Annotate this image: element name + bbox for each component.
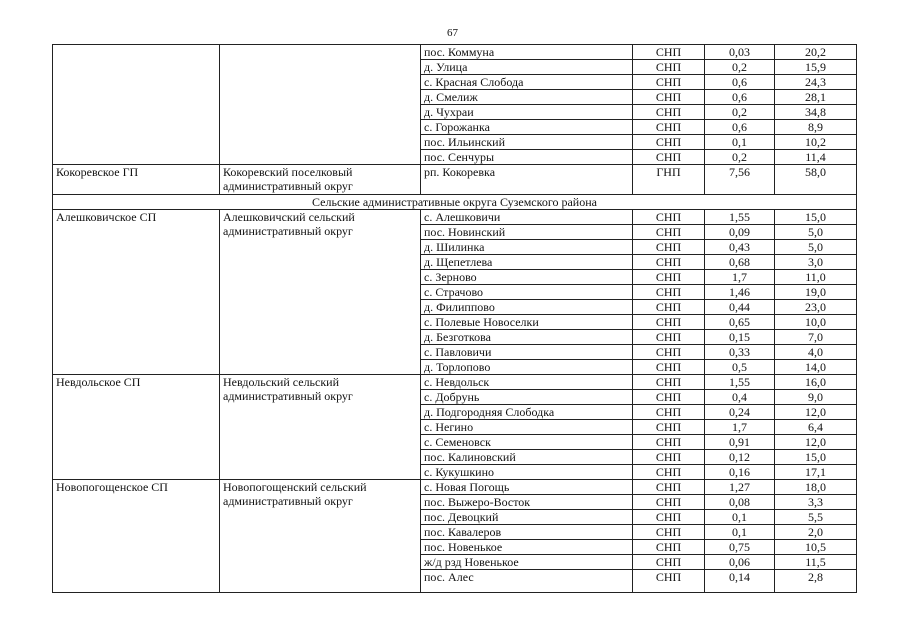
value-cell-2: 10,5: [775, 540, 857, 555]
settlement-name-cell: д. Филиппово: [421, 300, 633, 315]
admin-unit-cell: Алешковичский сельский административный округ: [220, 210, 421, 375]
settlement-type-cell: СНП: [633, 375, 705, 390]
value-cell-1: 0,6: [705, 90, 775, 105]
value-cell-1: 0,16: [705, 465, 775, 480]
settlement-type-cell: СНП: [633, 285, 705, 300]
settlement-type-cell: СНП: [633, 120, 705, 135]
settlement-name-cell: с. Семеновск: [421, 435, 633, 450]
settlement-name-cell: д. Щепетлева: [421, 255, 633, 270]
settlement-name-cell: д. Шилинка: [421, 240, 633, 255]
value-cell-1: 0,75: [705, 540, 775, 555]
settlement-name-cell: с. Полевые Новоселки: [421, 315, 633, 330]
table-row: [53, 480, 857, 495]
admin-unit-cell: Невдольский сельский административный округ: [220, 375, 421, 480]
value-cell-1: 0,4: [705, 390, 775, 405]
settlement-name-cell: с. Павловичи: [421, 345, 633, 360]
value-cell-1: 0,1: [705, 510, 775, 525]
settlement-type-cell: СНП: [633, 525, 705, 540]
settlement-name-cell: д. Смелиж: [421, 90, 633, 105]
value-cell-1: 0,91: [705, 435, 775, 450]
settlement-name-cell: с. Алешковичи: [421, 210, 633, 225]
value-cell-1: 1,7: [705, 270, 775, 285]
settlement-type-cell: СНП: [633, 45, 705, 60]
value-cell-2: 11,0: [775, 270, 857, 285]
settlement-type-cell: СНП: [633, 105, 705, 120]
value-cell-1: 0,06: [705, 555, 775, 570]
settlement-type-cell: СНП: [633, 60, 705, 75]
value-cell-1: 0,24: [705, 405, 775, 420]
settlement-name-cell: с. Страчово: [421, 285, 633, 300]
municipality-cell: Алешковичское СП: [53, 210, 220, 375]
value-cell-1: 1,27: [705, 480, 775, 495]
settlement-type-cell: СНП: [633, 270, 705, 285]
settlement-type-cell: СНП: [633, 495, 705, 510]
value-cell-1: 1,55: [705, 375, 775, 390]
settlement-type-cell: СНП: [633, 315, 705, 330]
settlement-name-cell: пос. Кавалеров: [421, 525, 633, 540]
table-row: [53, 165, 857, 195]
settlement-name-cell: д. Безготкова: [421, 330, 633, 345]
settlement-name-cell: с. Невдольск: [421, 375, 633, 390]
value-cell-2: 11,5: [775, 555, 857, 570]
settlement-name-cell: д. Торлопово: [421, 360, 633, 375]
value-cell-2: 9,0: [775, 390, 857, 405]
section-heading-row: [53, 195, 857, 210]
value-cell-1: 0,5: [705, 360, 775, 375]
value-cell-2: 16,0: [775, 375, 857, 390]
municipality-cell: Кокоревское ГП: [53, 165, 220, 195]
settlement-type-cell: СНП: [633, 360, 705, 375]
settlement-name-cell: пос. Девоцкий: [421, 510, 633, 525]
value-cell-1: 1,7: [705, 420, 775, 435]
value-cell-2: 8,9: [775, 120, 857, 135]
settlement-name-cell: ж/д рзд Новенькое: [421, 555, 633, 570]
value-cell-1: 0,33: [705, 345, 775, 360]
settlement-type-cell: СНП: [633, 240, 705, 255]
value-cell-2: 2,8: [775, 570, 857, 593]
settlement-name-cell: д. Чухраи: [421, 105, 633, 120]
value-cell-2: 5,5: [775, 510, 857, 525]
value-cell-2: 12,0: [775, 405, 857, 420]
value-cell-2: 20,2: [775, 45, 857, 60]
settlement-type-cell: СНП: [633, 210, 705, 225]
value-cell-1: 0,6: [705, 120, 775, 135]
value-cell-2: 24,3: [775, 75, 857, 90]
settlement-type-cell: СНП: [633, 480, 705, 495]
settlement-type-cell: СНП: [633, 420, 705, 435]
settlement-type-cell: СНП: [633, 75, 705, 90]
settlement-type-cell: СНП: [633, 405, 705, 420]
settlement-name-cell: пос. Сенчуры: [421, 150, 633, 165]
settlement-type-cell: ГНП: [633, 165, 705, 195]
value-cell-2: 23,0: [775, 300, 857, 315]
settlement-name-cell: пос. Выжеро-Восток: [421, 495, 633, 510]
settlement-name-cell: пос. Ильинский: [421, 135, 633, 150]
settlement-name-cell: д. Подгородняя Слободка: [421, 405, 633, 420]
settlement-type-cell: СНП: [633, 540, 705, 555]
value-cell-1: 0,68: [705, 255, 775, 270]
value-cell-2: 19,0: [775, 285, 857, 300]
settlement-type-cell: СНП: [633, 510, 705, 525]
settlement-name-cell: с. Новая Погощь: [421, 480, 633, 495]
settlement-name-cell: с. Добрунь: [421, 390, 633, 405]
value-cell-2: 3,3: [775, 495, 857, 510]
value-cell-1: 0,1: [705, 525, 775, 540]
value-cell-1: 0,09: [705, 225, 775, 240]
value-cell-2: 15,0: [775, 210, 857, 225]
value-cell-2: 5,0: [775, 225, 857, 240]
value-cell-1: 0,08: [705, 495, 775, 510]
value-cell-2: 2,0: [775, 525, 857, 540]
settlement-type-cell: СНП: [633, 465, 705, 480]
value-cell-2: 10,2: [775, 135, 857, 150]
value-cell-1: 0,6: [705, 75, 775, 90]
settlement-type-cell: СНП: [633, 330, 705, 345]
value-cell-1: 0,12: [705, 450, 775, 465]
settlement-name-cell: пос. Алес: [421, 570, 633, 593]
value-cell-2: 15,9: [775, 60, 857, 75]
admin-unit-cell: Новопогощенский сельский административный округ: [220, 480, 421, 593]
value-cell-2: 10,0: [775, 315, 857, 330]
settlement-name-cell: пос. Новенькое: [421, 540, 633, 555]
settlement-type-cell: СНП: [633, 255, 705, 270]
settlement-name-cell: пос. Калиновский: [421, 450, 633, 465]
settlement-type-cell: СНП: [633, 300, 705, 315]
settlement-name-cell: с. Кукушкино: [421, 465, 633, 480]
value-cell-2: 6,4: [775, 420, 857, 435]
settlement-type-cell: СНП: [633, 570, 705, 593]
value-cell-1: 0,1: [705, 135, 775, 150]
settlement-name-cell: рп. Кокоревка: [421, 165, 633, 195]
value-cell-1: 0,44: [705, 300, 775, 315]
settlements-table: [52, 44, 857, 593]
settlement-type-cell: СНП: [633, 345, 705, 360]
settlement-name-cell: пос. Новинский: [421, 225, 633, 240]
table-row: [53, 45, 857, 60]
value-cell-1: 1,55: [705, 210, 775, 225]
value-cell-2: 12,0: [775, 435, 857, 450]
value-cell-2: 14,0: [775, 360, 857, 375]
value-cell-2: 18,0: [775, 480, 857, 495]
admin-unit-cell: [220, 45, 421, 165]
settlement-name-cell: с. Красная Слобода: [421, 75, 633, 90]
settlement-name-cell: пос. Коммуна: [421, 45, 633, 60]
value-cell-1: 0,2: [705, 150, 775, 165]
table-row: [53, 210, 857, 225]
value-cell-1: 1,46: [705, 285, 775, 300]
value-cell-1: 0,14: [705, 570, 775, 593]
settlement-type-cell: СНП: [633, 135, 705, 150]
settlement-type-cell: СНП: [633, 225, 705, 240]
settlement-type-cell: СНП: [633, 390, 705, 405]
page-number: 67: [447, 27, 458, 39]
settlement-name-cell: с. Зерново: [421, 270, 633, 285]
value-cell-1: 0,03: [705, 45, 775, 60]
settlement-type-cell: СНП: [633, 435, 705, 450]
settlement-name-cell: д. Улица: [421, 60, 633, 75]
value-cell-2: 34,8: [775, 105, 857, 120]
value-cell-2: 58,0: [775, 165, 857, 195]
value-cell-1: 0,2: [705, 105, 775, 120]
value-cell-2: 5,0: [775, 240, 857, 255]
table-body: [53, 45, 857, 593]
municipality-cell: Невдольское СП: [53, 375, 220, 480]
value-cell-2: 7,0: [775, 330, 857, 345]
section-heading: Сельские административные округа Суземского района: [53, 195, 857, 210]
value-cell-1: 0,65: [705, 315, 775, 330]
value-cell-1: 7,56: [705, 165, 775, 195]
municipality-cell: [53, 45, 220, 165]
value-cell-1: 0,2: [705, 60, 775, 75]
settlement-type-cell: СНП: [633, 555, 705, 570]
value-cell-1: 0,15: [705, 330, 775, 345]
settlement-type-cell: СНП: [633, 150, 705, 165]
settlement-type-cell: СНП: [633, 90, 705, 105]
settlement-type-cell: СНП: [633, 450, 705, 465]
table-row: [53, 375, 857, 390]
value-cell-2: 17,1: [775, 465, 857, 480]
settlement-name-cell: с. Негино: [421, 420, 633, 435]
value-cell-2: 3,0: [775, 255, 857, 270]
value-cell-1: 0,43: [705, 240, 775, 255]
value-cell-2: 28,1: [775, 90, 857, 105]
value-cell-2: 11,4: [775, 150, 857, 165]
municipality-cell: Новопогощенское СП: [53, 480, 220, 593]
admin-unit-cell: Кокоревский поселковый административный округ: [220, 165, 421, 195]
settlement-name-cell: с. Горожанка: [421, 120, 633, 135]
value-cell-2: 4,0: [775, 345, 857, 360]
value-cell-2: 15,0: [775, 450, 857, 465]
